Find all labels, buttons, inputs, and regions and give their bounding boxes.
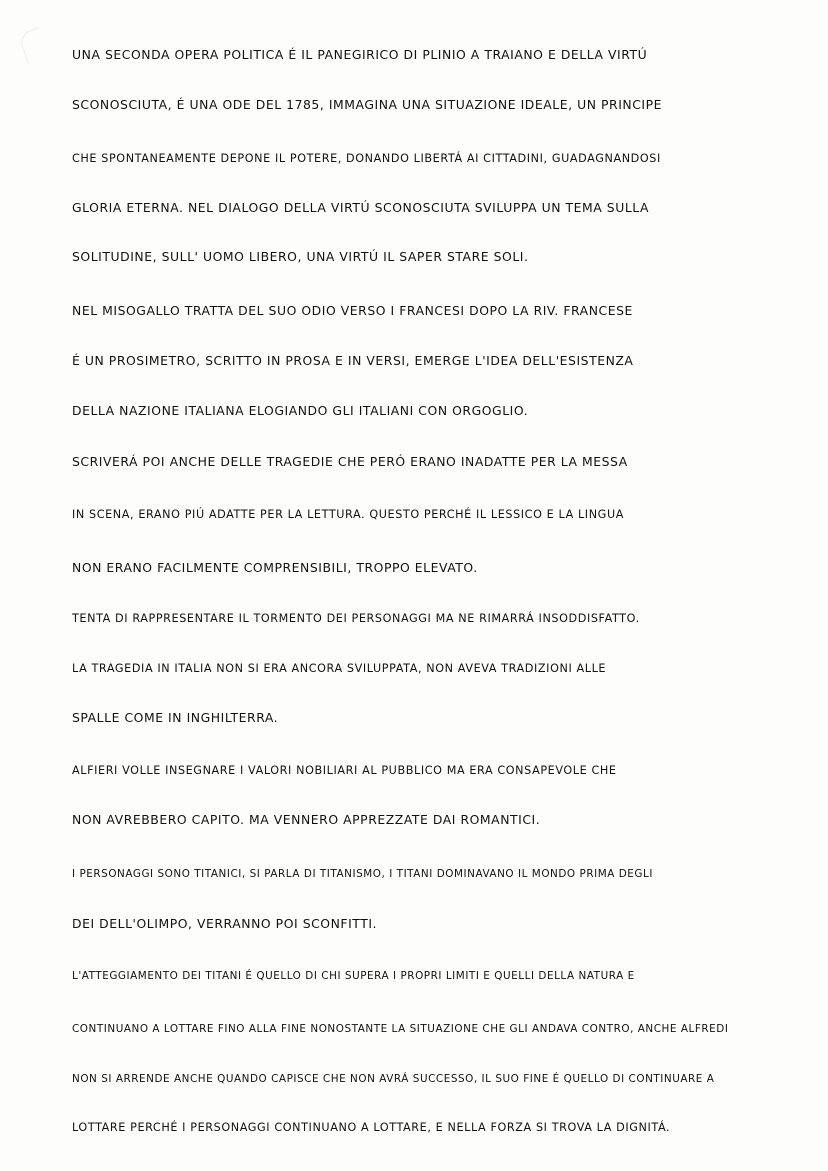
text-line-14: SPALLE COME IN INGHILTERRA.	[72, 710, 279, 725]
text-line-10: IN SCENA, ERANO PIÚ ADATTE PER LA LETTURA. QUESTO PERCHÉ IL LESSICO E LA LINGUA	[72, 508, 624, 521]
text-line-20: CONTINUANO A LOTTARE FINO ALLA FINE NONOSTANTE LA SITUAZIONE CHE GLI ANDAVA CONTRO, ANCHE ALFREDI	[72, 1023, 729, 1035]
text-line-4: GLORIA ETERNA. NEL DIALOGO DELLA VIRTÚ SCONOSCIUTA SVILUPPA UN TEMA SULLA	[72, 200, 650, 215]
text-line-12: TENTA DI RAPPRESENTARE IL TORMENTO DEI PERSONAGGI MA NE RIMARRÁ INSODDISFATTO.	[72, 612, 640, 625]
text-line-3: CHE SPONTANEAMENTE DEPONE IL POTERE, DONANDO LIBERTÁ AI CITTADINI, GUADAGNANDOSI	[72, 152, 661, 165]
text-line-18: DEI DELL'OLIMPO, VERRANNO POI SCONFITTI.	[72, 916, 378, 931]
text-line-19: L'ATTEGGIAMENTO DEI TITANI É QUELLO DI CHI SUPERA I PROPRI LIMITI E QUELLI DELLA NATURA E	[72, 970, 635, 982]
text-line-7: É UN PROSIMETRO, SCRITTO IN PROSA E IN VERSI, EMERGE L'IDEA DELL'ESISTENZA	[72, 353, 634, 368]
text-line-22: LOTTARE PERCHÉ I PERSONAGGI CONTINUANO A LOTTARE, E NELLA FORZA SI TROVA LA DIGNITÁ.	[72, 1121, 671, 1134]
text-line-16: NON AVREBBERO CAPITO. MA VENNERO APPREZZATE DAI ROMANTICI.	[72, 812, 541, 827]
text-line-9: SCRIVERÁ POI ANCHE DELLE TRAGEDIE CHE PERÓ ERANO INADATTE PER LA MESSA	[72, 454, 628, 469]
text-line-5: SOLITUDINE, SULL' UOMO LIBERO, UNA VIRTÚ IL SAPER STARE SOLI.	[72, 249, 529, 264]
text-line-2: SCONOSCIUTA, É UNA ODE DEL 1785, IMMAGINA UNA SITUAZIONE IDEALE, UN PRINCIPE	[72, 97, 663, 112]
text-line-6: NEL MISOGALLO TRATTA DEL SUO ODIO VERSO I FRANCESI DOPO LA RIV. FRANCESE	[72, 303, 633, 318]
text-line-13: LA TRAGEDIA IN ITALIA NON SI ERA ANCORA SVILUPPATA, NON AVEVA TRADIZIONI ALLE	[72, 662, 607, 675]
text-line-15: ALFIERI VOLLE INSEGNARE I VALORI NOBILIARI AL PUBBLICO MA ERA CONSAPEVOLE CHE	[72, 764, 617, 777]
page-corner-mark	[17, 27, 49, 64]
text-line-11: NON ERANO FACILMENTE COMPRENSIBILI, TROPPO ELEVATO.	[72, 560, 478, 575]
text-line-21: NON SI ARRENDE ANCHE QUANDO CAPISCE CHE NON AVRÁ SUCCESSO, IL SUO FINE É QUELLO DI CONTINUARE A	[72, 1073, 715, 1085]
text-line-8: DELLA NAZIONE ITALIANA ELOGIANDO GLI ITALIANI CON ORGOGLIO.	[72, 403, 529, 418]
text-line-1: UNA SECONDA OPERA POLITICA É IL PANEGIRICO DI PLINIO A TRAIANO E DELLA VIRTÚ	[72, 47, 648, 62]
text-line-17: I PERSONAGGI SONO TITANICI, SI PARLA DI TITANISMO, I TITANI DOMINAVANO IL MONDO PRIMA DEGLI	[72, 868, 653, 880]
